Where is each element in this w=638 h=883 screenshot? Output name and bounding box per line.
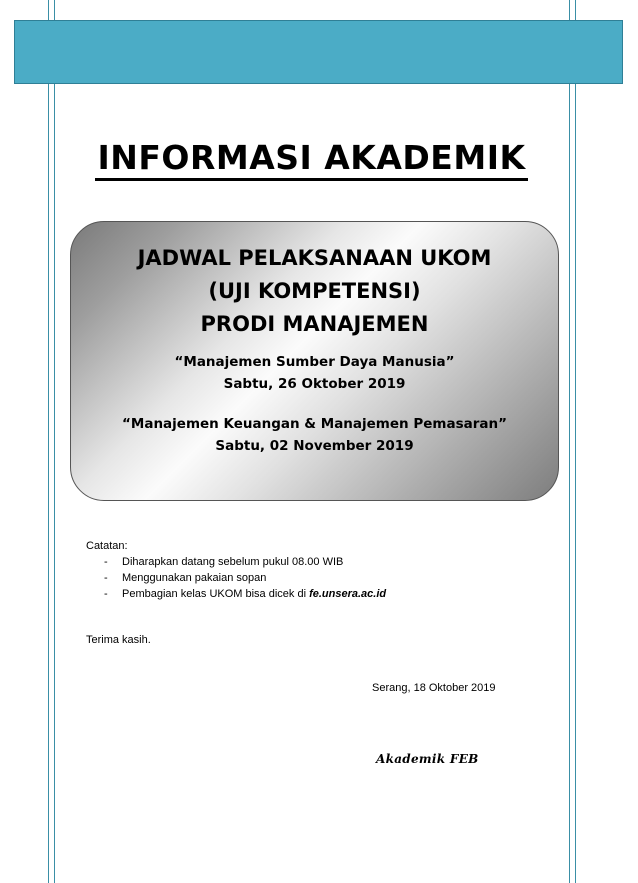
- left-margin-line-outer: [48, 0, 49, 883]
- list-item: [86, 554, 556, 570]
- thanks-text: Terima kasih.: [86, 634, 151, 646]
- schedule-panel: [70, 221, 559, 501]
- panel-headline-3: PRODI MANAJEMEN: [200, 312, 429, 336]
- schedule-date-1: Sabtu, 26 Oktober 2019: [223, 376, 406, 392]
- panel-headline-1: JADWAL PELAKSANAAN UKOM: [137, 246, 492, 270]
- list-bullet: -: [104, 572, 108, 584]
- right-margin-line-inner: [569, 0, 570, 883]
- schedule-subject-1: “Manajemen Sumber Daya Manusia”: [174, 354, 455, 370]
- schedule-subject-2: “Manajemen Keuangan & Manajemen Pemasaran”: [122, 416, 507, 432]
- right-margin-line-outer: [575, 0, 576, 883]
- notes-heading: Catatan:: [86, 540, 128, 552]
- panel-headline-2: (UJI KOMPETENSI): [208, 279, 421, 303]
- notes-list: [86, 554, 556, 602]
- note-item-1: Diharapkan datang sebelum pukul 08.00 WIB: [122, 556, 344, 568]
- left-margin-line-inner: [54, 0, 55, 883]
- website-link[interactable]: fe.unsera.ac.id: [309, 588, 387, 600]
- signature: Akademik FEB: [376, 752, 479, 766]
- list-bullet: -: [104, 588, 108, 600]
- list-item: [86, 570, 556, 586]
- list-item: [86, 586, 556, 602]
- note-item-3: Pembagian kelas UKOM bisa dicek di: [122, 588, 310, 600]
- note-item-2: Menggunakan pakaian sopan: [122, 572, 267, 584]
- notes-section: [86, 538, 556, 602]
- place-date: Serang, 18 Oktober 2019: [372, 682, 496, 694]
- page-title-wrap: [0, 138, 623, 177]
- page-title: INFORMASI AKADEMIK: [95, 138, 527, 181]
- list-bullet: -: [104, 556, 108, 568]
- schedule-date-2: Sabtu, 02 November 2019: [215, 438, 414, 454]
- header-band: [14, 20, 623, 84]
